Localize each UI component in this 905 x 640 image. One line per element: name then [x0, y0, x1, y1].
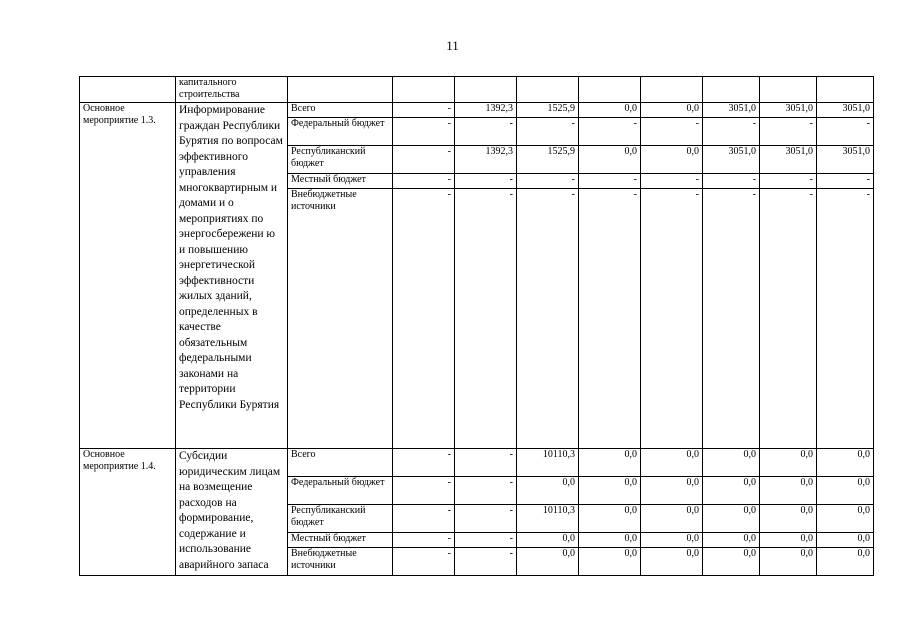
amount-cell: 0,0	[703, 477, 760, 505]
amount-cell: -	[641, 189, 703, 449]
amount-cell: 0,0	[760, 533, 817, 548]
amount-cell: 3051,0	[760, 103, 817, 118]
amount-cell: -	[393, 103, 455, 118]
amount-cell: 10110,3	[517, 449, 579, 477]
code-cell	[80, 77, 176, 103]
amount-cell: -	[641, 174, 703, 189]
amount-cell: -	[760, 118, 817, 146]
amount-cell: -	[641, 118, 703, 146]
amount-cell: 0,0	[817, 533, 874, 548]
amount-cell: -	[517, 174, 579, 189]
amount-cell: -	[579, 118, 641, 146]
amount-cell: -	[703, 118, 760, 146]
table-row	[80, 449, 874, 477]
amount-cell: 0,0	[760, 548, 817, 576]
amount-cell: -	[760, 174, 817, 189]
measure-name-cell: Субсидии юридическим лицам на возмещение расходов на формирование, содержание и использование аварийного запаса	[176, 449, 288, 576]
amount-cell: 0,0	[641, 146, 703, 174]
amount-cell: -	[393, 146, 455, 174]
amount-cell: 0,0	[760, 477, 817, 505]
amount-cell: 0,0	[517, 477, 579, 505]
funding-source-cell: Всего	[288, 103, 393, 118]
amount-cell: -	[393, 477, 455, 505]
amount-cell: -	[517, 189, 579, 449]
source-cell	[288, 77, 393, 103]
table-row	[80, 77, 874, 103]
amount-cell: -	[393, 533, 455, 548]
amount-cell: -	[393, 505, 455, 533]
amount-cell: -	[455, 477, 517, 505]
amount-cell: 0,0	[579, 533, 641, 548]
funding-source-cell: Внебюджетные источники	[288, 548, 393, 576]
amount-cell: 0,0	[641, 533, 703, 548]
amount-cell: -	[393, 449, 455, 477]
amount-cell: 0,0	[703, 449, 760, 477]
amount-cell: -	[579, 189, 641, 449]
measure-code-cell: Основное мероприятие 1.4.	[80, 449, 176, 576]
amount-cell: -	[579, 174, 641, 189]
amount-cell: 0,0	[641, 103, 703, 118]
amount-cell: -	[817, 174, 874, 189]
funding-source-cell: Местный бюджет	[288, 174, 393, 189]
funding-source-cell: Внебюджетные источники	[288, 189, 393, 449]
amount-cell: 0,0	[641, 505, 703, 533]
amount-cell: 0,0	[579, 505, 641, 533]
budget-table	[79, 76, 874, 576]
amount-cell: 1392,3	[455, 146, 517, 174]
amount-cell: -	[817, 189, 874, 449]
measure-name-cell: Информирование граждан Республики Бурятия по вопросам эффективного управления многоквартирным и домами и о мероприятиях по энергосбережени ю и повышению энергетической эффективности жилых зданий, определенных в качестве обязательным федеральными законами на территории Республики Бурятия	[176, 103, 288, 449]
amount-cell: 0,0	[817, 548, 874, 576]
funding-source-cell: Федеральный бюджет	[288, 477, 393, 505]
amount-cell: 0,0	[579, 477, 641, 505]
amount-cell: 0,0	[703, 505, 760, 533]
amount-cell: -	[455, 449, 517, 477]
amount-cell: -	[455, 174, 517, 189]
amount-cell: -	[455, 548, 517, 576]
amount-cell: 3051,0	[703, 103, 760, 118]
amount-cell: -	[817, 118, 874, 146]
amount-cell: 1525,9	[517, 146, 579, 174]
amount-cell: 0,0	[579, 146, 641, 174]
funding-source-cell: Местный бюджет	[288, 533, 393, 548]
amount-cell: -	[455, 533, 517, 548]
amount-cell: 0,0	[817, 505, 874, 533]
funding-source-cell: Федеральный бюджет	[288, 118, 393, 146]
amount-cell: -	[455, 189, 517, 449]
amount-cell: 0,0	[703, 548, 760, 576]
amount-cell: 3051,0	[817, 146, 874, 174]
amount-cell: 0,0	[817, 449, 874, 477]
amount-cell: 0,0	[703, 533, 760, 548]
amount-cell: 10110,3	[517, 505, 579, 533]
amount-cell: 3051,0	[703, 146, 760, 174]
amount-cell: -	[393, 174, 455, 189]
table-row	[80, 103, 874, 118]
amount-cell: -	[517, 118, 579, 146]
amount-cell: -	[760, 189, 817, 449]
amount-cell: 0,0	[579, 449, 641, 477]
amount-cell: 0,0	[760, 449, 817, 477]
amount-cell: -	[393, 548, 455, 576]
amount-cell: -	[393, 189, 455, 449]
amount-cell: 1525,9	[517, 103, 579, 118]
funding-source-cell: Республиканский бюджет	[288, 505, 393, 533]
amount-cell: -	[703, 174, 760, 189]
measure-code-cell: Основное мероприятие 1.3.	[80, 103, 176, 449]
amount-cell: -	[455, 118, 517, 146]
amount-cell: 0,0	[517, 548, 579, 576]
amount-cell: 0,0	[579, 103, 641, 118]
amount-cell: 0,0	[641, 548, 703, 576]
amount-cell: 1392,3	[455, 103, 517, 118]
table-body	[80, 77, 874, 576]
amount-cell: 0,0	[760, 505, 817, 533]
measure-name-cell: капитального строительства	[176, 77, 288, 103]
amount-cell: -	[393, 118, 455, 146]
amount-cell: 0,0	[817, 477, 874, 505]
funding-source-cell: Всего	[288, 449, 393, 477]
amount-cell: 0,0	[579, 548, 641, 576]
funding-source-cell: Республиканский бюджет	[288, 146, 393, 174]
amount-cell: -	[703, 189, 760, 449]
page-number: 11	[446, 38, 459, 53]
amount-cell: 0,0	[641, 449, 703, 477]
amount-cell: 0,0	[641, 477, 703, 505]
amount-cell: -	[455, 505, 517, 533]
amount-cell: 3051,0	[817, 103, 874, 118]
amount-cell: 0,0	[517, 533, 579, 548]
amount-cell: 3051,0	[760, 146, 817, 174]
